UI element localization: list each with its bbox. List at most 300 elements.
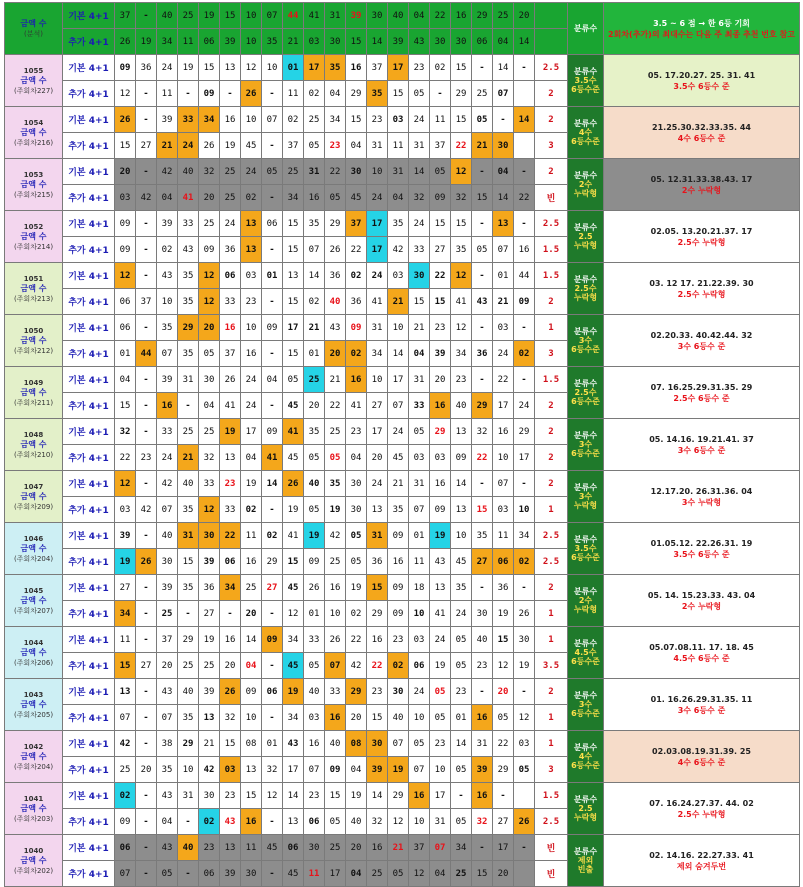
number-cell: 02 <box>346 601 367 627</box>
number-cell: 07 <box>262 3 283 29</box>
number-cell: 31 <box>304 159 325 185</box>
number-cell: 19 <box>115 549 136 575</box>
number-cell: 10 <box>430 757 451 783</box>
number-cell: 25 <box>472 81 493 107</box>
number-cell: 25 <box>451 861 472 887</box>
result-numbers: 05. 14.16. 19.21.41. 37 <box>649 434 754 444</box>
number-cell: 13 <box>241 757 262 783</box>
number-cell: - <box>136 601 157 627</box>
result-summary: 2수 누락형 <box>681 185 722 195</box>
score-cell: 3 <box>535 757 568 783</box>
number-cell: 20 <box>430 367 451 393</box>
number-cell: 20 <box>367 445 388 471</box>
round-label-cell <box>5 159 63 211</box>
number-cell: 23 <box>451 367 472 393</box>
number-cell: 19 <box>346 575 367 601</box>
number-cell: 10 <box>451 523 472 549</box>
number-cell: 03 <box>430 445 451 471</box>
number-cell: 20 <box>199 315 220 341</box>
number-cell: - <box>136 523 157 549</box>
number-cell: 25 <box>493 3 514 29</box>
number-cell: 05 <box>472 237 493 263</box>
result-summary: 2.5수 누락형 <box>677 289 726 299</box>
number-cell: 15 <box>451 107 472 133</box>
number-cell: 39 <box>472 757 493 783</box>
number-cell: 29 <box>346 679 367 705</box>
number-cell: 02 <box>283 107 304 133</box>
round-label-cell <box>5 419 63 471</box>
number-cell: 07 <box>388 731 409 757</box>
number-cell: 16 <box>325 575 346 601</box>
number-cell: 43 <box>178 237 199 263</box>
number-cell: 11 <box>493 523 514 549</box>
number-cell: 25 <box>220 159 241 185</box>
number-cell: - <box>136 81 157 107</box>
combo-type-cell: 기본 4+1 <box>63 783 115 809</box>
combo-type-cell: 기본 4+1 <box>63 835 115 861</box>
number-cell: - <box>262 809 283 835</box>
number-cell: 37 <box>430 133 451 159</box>
number-cell: 15 <box>220 731 241 757</box>
number-cell: 35 <box>178 289 199 315</box>
number-cell: 25 <box>283 159 304 185</box>
number-cell: 24 <box>409 211 430 237</box>
number-cell: - <box>178 809 199 835</box>
number-cell: - <box>472 159 493 185</box>
number-cell: 35 <box>325 471 346 497</box>
number-cell: 26 <box>115 107 136 133</box>
number-cell: 40 <box>388 705 409 731</box>
number-cell: 25 <box>367 861 388 887</box>
number-cell: 32 <box>115 419 136 445</box>
result-note-cell <box>604 107 800 159</box>
score-cell: 빈 <box>535 185 568 211</box>
result-summary: 2회차(추가)의 최대수는 다음 주 최종 추천 번호 참고 <box>608 29 795 39</box>
number-cell: 37 <box>220 341 241 367</box>
round-number: 1044 <box>23 638 44 647</box>
number-cell: 11 <box>304 861 325 887</box>
number-cell: 21 <box>283 29 304 55</box>
number-cell: 23 <box>199 835 220 861</box>
number-cell: - <box>262 861 283 887</box>
number-cell: 24 <box>367 263 388 289</box>
number-cell: 45 <box>262 835 283 861</box>
number-cell: 05 <box>157 861 178 887</box>
number-cell: 01 <box>304 601 325 627</box>
number-cell: 01 <box>283 55 304 81</box>
score-cell: 2 <box>535 679 568 705</box>
number-cell: 37 <box>115 3 136 29</box>
number-cell: 40 <box>472 627 493 653</box>
number-cell: 03 <box>409 627 430 653</box>
verdict-cell <box>568 263 604 315</box>
number-cell: 04 <box>325 81 346 107</box>
combo-type-cell: 기본 4+1 <box>63 315 115 341</box>
number-cell: 35 <box>451 575 472 601</box>
number-cell: 34 <box>325 107 346 133</box>
number-cell: 20 <box>115 159 136 185</box>
number-cell: - <box>178 81 199 107</box>
number-cell: 17 <box>304 55 325 81</box>
round-title: 금액 수 <box>20 855 47 865</box>
round-number: 1041 <box>23 794 44 803</box>
number-cell: 05 <box>325 809 346 835</box>
number-cell: 26 <box>325 627 346 653</box>
number-cell: 40 <box>451 393 472 419</box>
number-cell: 12 <box>451 159 472 185</box>
verdict-cell <box>568 731 604 783</box>
number-cell: 16 <box>220 627 241 653</box>
number-cell: 30 <box>199 783 220 809</box>
verdict-line3: 누락형 <box>573 241 598 250</box>
score-cell: 1 <box>535 627 568 653</box>
number-cell: 33 <box>325 679 346 705</box>
number-cell: 16 <box>409 783 430 809</box>
number-cell: 25 <box>325 419 346 445</box>
number-cell: 07 <box>430 835 451 861</box>
number-cell: 05 <box>199 341 220 367</box>
number-cell: 42 <box>136 497 157 523</box>
number-cell: 22 <box>493 731 514 757</box>
result-summary: 4수 6등수 준 <box>677 757 726 767</box>
verdict-cell <box>568 627 604 679</box>
number-cell: 09 <box>241 679 262 705</box>
number-cell: 16 <box>367 835 388 861</box>
round-label-cell <box>5 367 63 419</box>
number-cell: 20 <box>241 601 262 627</box>
result-summary: 2수 누락형 <box>681 601 722 611</box>
number-cell: 09 <box>346 315 367 341</box>
number-cell: 04 <box>157 809 178 835</box>
number-cell: 42 <box>388 237 409 263</box>
number-cell: 16 <box>325 705 346 731</box>
number-cell: 10 <box>241 3 262 29</box>
number-cell: 31 <box>367 133 388 159</box>
number-cell: 45 <box>283 653 304 679</box>
verdict-line1: 분류수 <box>573 535 598 544</box>
result-note-cell <box>604 731 800 783</box>
verdict-line1: 분류수 <box>573 795 598 804</box>
number-cell: 35 <box>388 497 409 523</box>
number-cell: 35 <box>178 575 199 601</box>
result-summary: 3수 6등수 준 <box>677 705 726 715</box>
number-cell: - <box>472 211 493 237</box>
number-cell: - <box>493 107 514 133</box>
number-cell: 23 <box>346 419 367 445</box>
number-cell: 19 <box>241 471 262 497</box>
number-cell: 41 <box>220 393 241 419</box>
number-cell: - <box>472 55 493 81</box>
combo-type-cell: 추가 4+1 <box>63 81 115 107</box>
number-cell: 41 <box>451 289 472 315</box>
number-cell: 17 <box>283 315 304 341</box>
round-number: 1049 <box>23 378 44 387</box>
round-label-cell <box>5 679 63 731</box>
number-cell: 32 <box>472 419 493 445</box>
number-cell: - <box>472 315 493 341</box>
number-cell: 19 <box>199 627 220 653</box>
number-cell: 16 <box>472 783 493 809</box>
number-cell: 20 <box>493 679 514 705</box>
number-cell: 09 <box>199 237 220 263</box>
round-subtitle: (주회차214) <box>13 242 54 251</box>
score-cell: 1 <box>535 315 568 341</box>
number-cell: - <box>136 3 157 29</box>
number-cell: - <box>514 315 535 341</box>
combo-type-cell: 추가 4+1 <box>63 601 115 627</box>
number-cell: 45 <box>388 445 409 471</box>
number-cell: 15 <box>178 549 199 575</box>
number-cell: 23 <box>472 653 493 679</box>
number-cell: 39 <box>199 549 220 575</box>
number-cell: 44 <box>283 3 304 29</box>
number-cell: 15 <box>367 705 388 731</box>
result-numbers: 02. 14.16. 22.27.33. 41 <box>649 850 754 860</box>
number-cell: - <box>136 263 157 289</box>
result-note-cell <box>604 523 800 575</box>
number-cell: - <box>136 679 157 705</box>
number-cell: 40 <box>178 471 199 497</box>
number-cell: 43 <box>157 835 178 861</box>
number-cell: 05 <box>430 705 451 731</box>
number-cell: 04 <box>199 393 220 419</box>
number-cell: 31 <box>388 159 409 185</box>
number-cell: 21 <box>388 471 409 497</box>
number-cell: 15 <box>115 653 136 679</box>
number-cell: 30 <box>346 471 367 497</box>
number-cell: 20 <box>220 653 241 679</box>
combo-type-cell: 추가 4+1 <box>63 549 115 575</box>
number-cell: 42 <box>325 523 346 549</box>
number-cell: 16 <box>346 367 367 393</box>
number-cell: 29 <box>430 419 451 445</box>
number-cell: 22 <box>430 3 451 29</box>
number-cell: 16 <box>241 549 262 575</box>
number-cell: 26 <box>514 809 535 835</box>
number-cell: - <box>136 575 157 601</box>
combo-type-cell: 추가 4+1 <box>63 237 115 263</box>
verdict-cell <box>568 679 604 731</box>
result-note-cell <box>604 575 800 627</box>
number-cell: 10 <box>388 315 409 341</box>
round-title: 금액 수 <box>20 439 47 449</box>
number-cell: 15 <box>472 185 493 211</box>
number-cell: 15 <box>430 289 451 315</box>
number-cell: 06 <box>115 835 136 861</box>
number-cell: 10 <box>178 757 199 783</box>
number-cell: 17 <box>388 367 409 393</box>
number-cell: 10 <box>241 29 262 55</box>
number-cell: 33 <box>220 497 241 523</box>
score-cell: 2.5 <box>535 549 568 575</box>
combo-type-cell: 기본 4+1 <box>63 471 115 497</box>
number-cell: - <box>514 835 535 861</box>
number-cell: 03 <box>493 497 514 523</box>
round-number: 1043 <box>23 690 44 699</box>
number-cell: 39 <box>346 3 367 29</box>
number-cell: 10 <box>409 705 430 731</box>
round-subtitle: (주회차204) <box>13 762 54 771</box>
number-cell: 30 <box>199 523 220 549</box>
number-cell: 24 <box>241 393 262 419</box>
number-cell: 02 <box>304 289 325 315</box>
number-cell: 31 <box>178 783 199 809</box>
number-cell: 15 <box>283 549 304 575</box>
number-cell: 29 <box>472 393 493 419</box>
number-cell: 09 <box>451 445 472 471</box>
number-cell: 02 <box>388 653 409 679</box>
number-cell: 42 <box>346 653 367 679</box>
number-cell: 19 <box>283 679 304 705</box>
number-cell: 36 <box>493 575 514 601</box>
number-cell: 05 <box>304 497 325 523</box>
number-cell: 30 <box>346 159 367 185</box>
round-title: 금액 수 <box>20 387 47 397</box>
number-cell: 05 <box>304 653 325 679</box>
number-cell: 08 <box>346 731 367 757</box>
number-cell: 17 <box>430 783 451 809</box>
number-cell: 36 <box>220 237 241 263</box>
result-summary: 3.5수 6등수 준 <box>673 81 730 91</box>
number-cell: - <box>136 705 157 731</box>
number-cell: 20 <box>325 341 346 367</box>
number-cell: 19 <box>136 29 157 55</box>
number-cell: 05 <box>430 159 451 185</box>
verdict-line2: 2.5수 <box>574 388 597 397</box>
number-cell: 24 <box>409 679 430 705</box>
number-cell: 09 <box>430 497 451 523</box>
number-cell: 39 <box>157 107 178 133</box>
score-cell: 3 <box>535 133 568 159</box>
verdict-line1: 분류수 <box>573 119 598 128</box>
number-cell: 29 <box>367 601 388 627</box>
number-cell: 04 <box>115 367 136 393</box>
number-cell: - <box>514 471 535 497</box>
verdict-cell <box>568 835 604 887</box>
number-cell: 13 <box>199 705 220 731</box>
verdict-line2: 제외 <box>577 856 594 865</box>
number-cell: 14 <box>367 783 388 809</box>
number-cell: 36 <box>367 549 388 575</box>
round-subtitle: (주회차212) <box>13 346 54 355</box>
score-cell: 1 <box>535 705 568 731</box>
number-cell: 30 <box>472 601 493 627</box>
verdict-line1: 분류수 <box>573 24 598 33</box>
number-cell: 09 <box>115 809 136 835</box>
number-cell: 36 <box>325 263 346 289</box>
number-cell: 04 <box>262 367 283 393</box>
verdict-line3: 6등수준 <box>571 345 600 354</box>
number-cell: 24 <box>241 367 262 393</box>
verdict-line3: 6등수준 <box>571 449 600 458</box>
number-cell: 37 <box>136 289 157 315</box>
number-cell: 25 <box>178 3 199 29</box>
number-cell: 04 <box>241 653 262 679</box>
number-cell: 43 <box>157 783 178 809</box>
number-cell: 21 <box>304 315 325 341</box>
combo-type-cell: 기본 4+1 <box>63 55 115 81</box>
number-cell: 19 <box>430 523 451 549</box>
score-cell: 1 <box>535 601 568 627</box>
score-cell: 빈 <box>535 835 568 861</box>
number-cell: 30 <box>157 549 178 575</box>
number-cell: 11 <box>283 81 304 107</box>
number-cell: 35 <box>178 263 199 289</box>
round-title: 금액 수 <box>20 543 47 553</box>
round-subtitle: (주회차202) <box>13 866 54 875</box>
number-cell: 15 <box>346 29 367 55</box>
round-subtitle: (주회차215) <box>13 190 54 199</box>
number-cell: - <box>136 159 157 185</box>
number-cell: 33 <box>409 393 430 419</box>
number-cell: 09 <box>304 549 325 575</box>
grid-body <box>5 3 800 887</box>
number-cell: 25 <box>304 367 325 393</box>
number-cell: 13 <box>283 809 304 835</box>
number-cell: 01 <box>262 263 283 289</box>
combo-type-cell: 기본 4+1 <box>63 159 115 185</box>
verdict-line1: 분류수 <box>573 847 598 856</box>
number-cell: 12 <box>115 263 136 289</box>
number-cell: 15 <box>409 289 430 315</box>
number-cell: 17 <box>514 445 535 471</box>
round-label-cell <box>5 835 63 887</box>
verdict-line2: 2수 <box>578 180 593 189</box>
number-cell: 16 <box>367 627 388 653</box>
number-cell: 07 <box>409 757 430 783</box>
block-row <box>5 367 800 393</box>
number-cell: 24 <box>388 419 409 445</box>
number-cell: 25 <box>241 575 262 601</box>
round-label-cell <box>5 575 63 627</box>
number-cell: 22 <box>472 445 493 471</box>
block-row <box>5 315 800 341</box>
number-cell: 04 <box>409 341 430 367</box>
block-row <box>5 419 800 445</box>
number-cell: 43 <box>430 549 451 575</box>
number-cell: - <box>514 211 535 237</box>
number-cell: 36 <box>346 289 367 315</box>
number-cell: - <box>472 367 493 393</box>
combo-type-cell: 추가 4+1 <box>63 341 115 367</box>
number-cell: 29 <box>514 419 535 445</box>
number-cell: 11 <box>178 29 199 55</box>
number-cell <box>514 861 535 887</box>
round-subtitle: (주회차207) <box>13 606 54 615</box>
number-cell: 14 <box>241 627 262 653</box>
number-cell: 34 <box>199 107 220 133</box>
number-cell: 12 <box>388 809 409 835</box>
number-cell: - <box>262 705 283 731</box>
number-cell: 16 <box>220 315 241 341</box>
number-cell: 22 <box>115 445 136 471</box>
number-cell: 27 <box>199 601 220 627</box>
number-cell: 33 <box>157 419 178 445</box>
number-cell: 23 <box>136 445 157 471</box>
result-note-cell <box>604 3 800 55</box>
number-cell: 05 <box>388 861 409 887</box>
result-numbers: 02.03.08.19.31.39. 25 <box>652 746 751 756</box>
number-cell: 24 <box>157 55 178 81</box>
verdict-cell <box>568 419 604 471</box>
number-cell: 12 <box>514 705 535 731</box>
number-cell: 14 <box>514 29 535 55</box>
number-cell: - <box>136 107 157 133</box>
round-title: 금액 수 <box>20 335 47 345</box>
number-cell: 24 <box>409 107 430 133</box>
round-number: 1046 <box>23 534 44 543</box>
result-summary: 4수 6등수 준 <box>677 133 726 143</box>
